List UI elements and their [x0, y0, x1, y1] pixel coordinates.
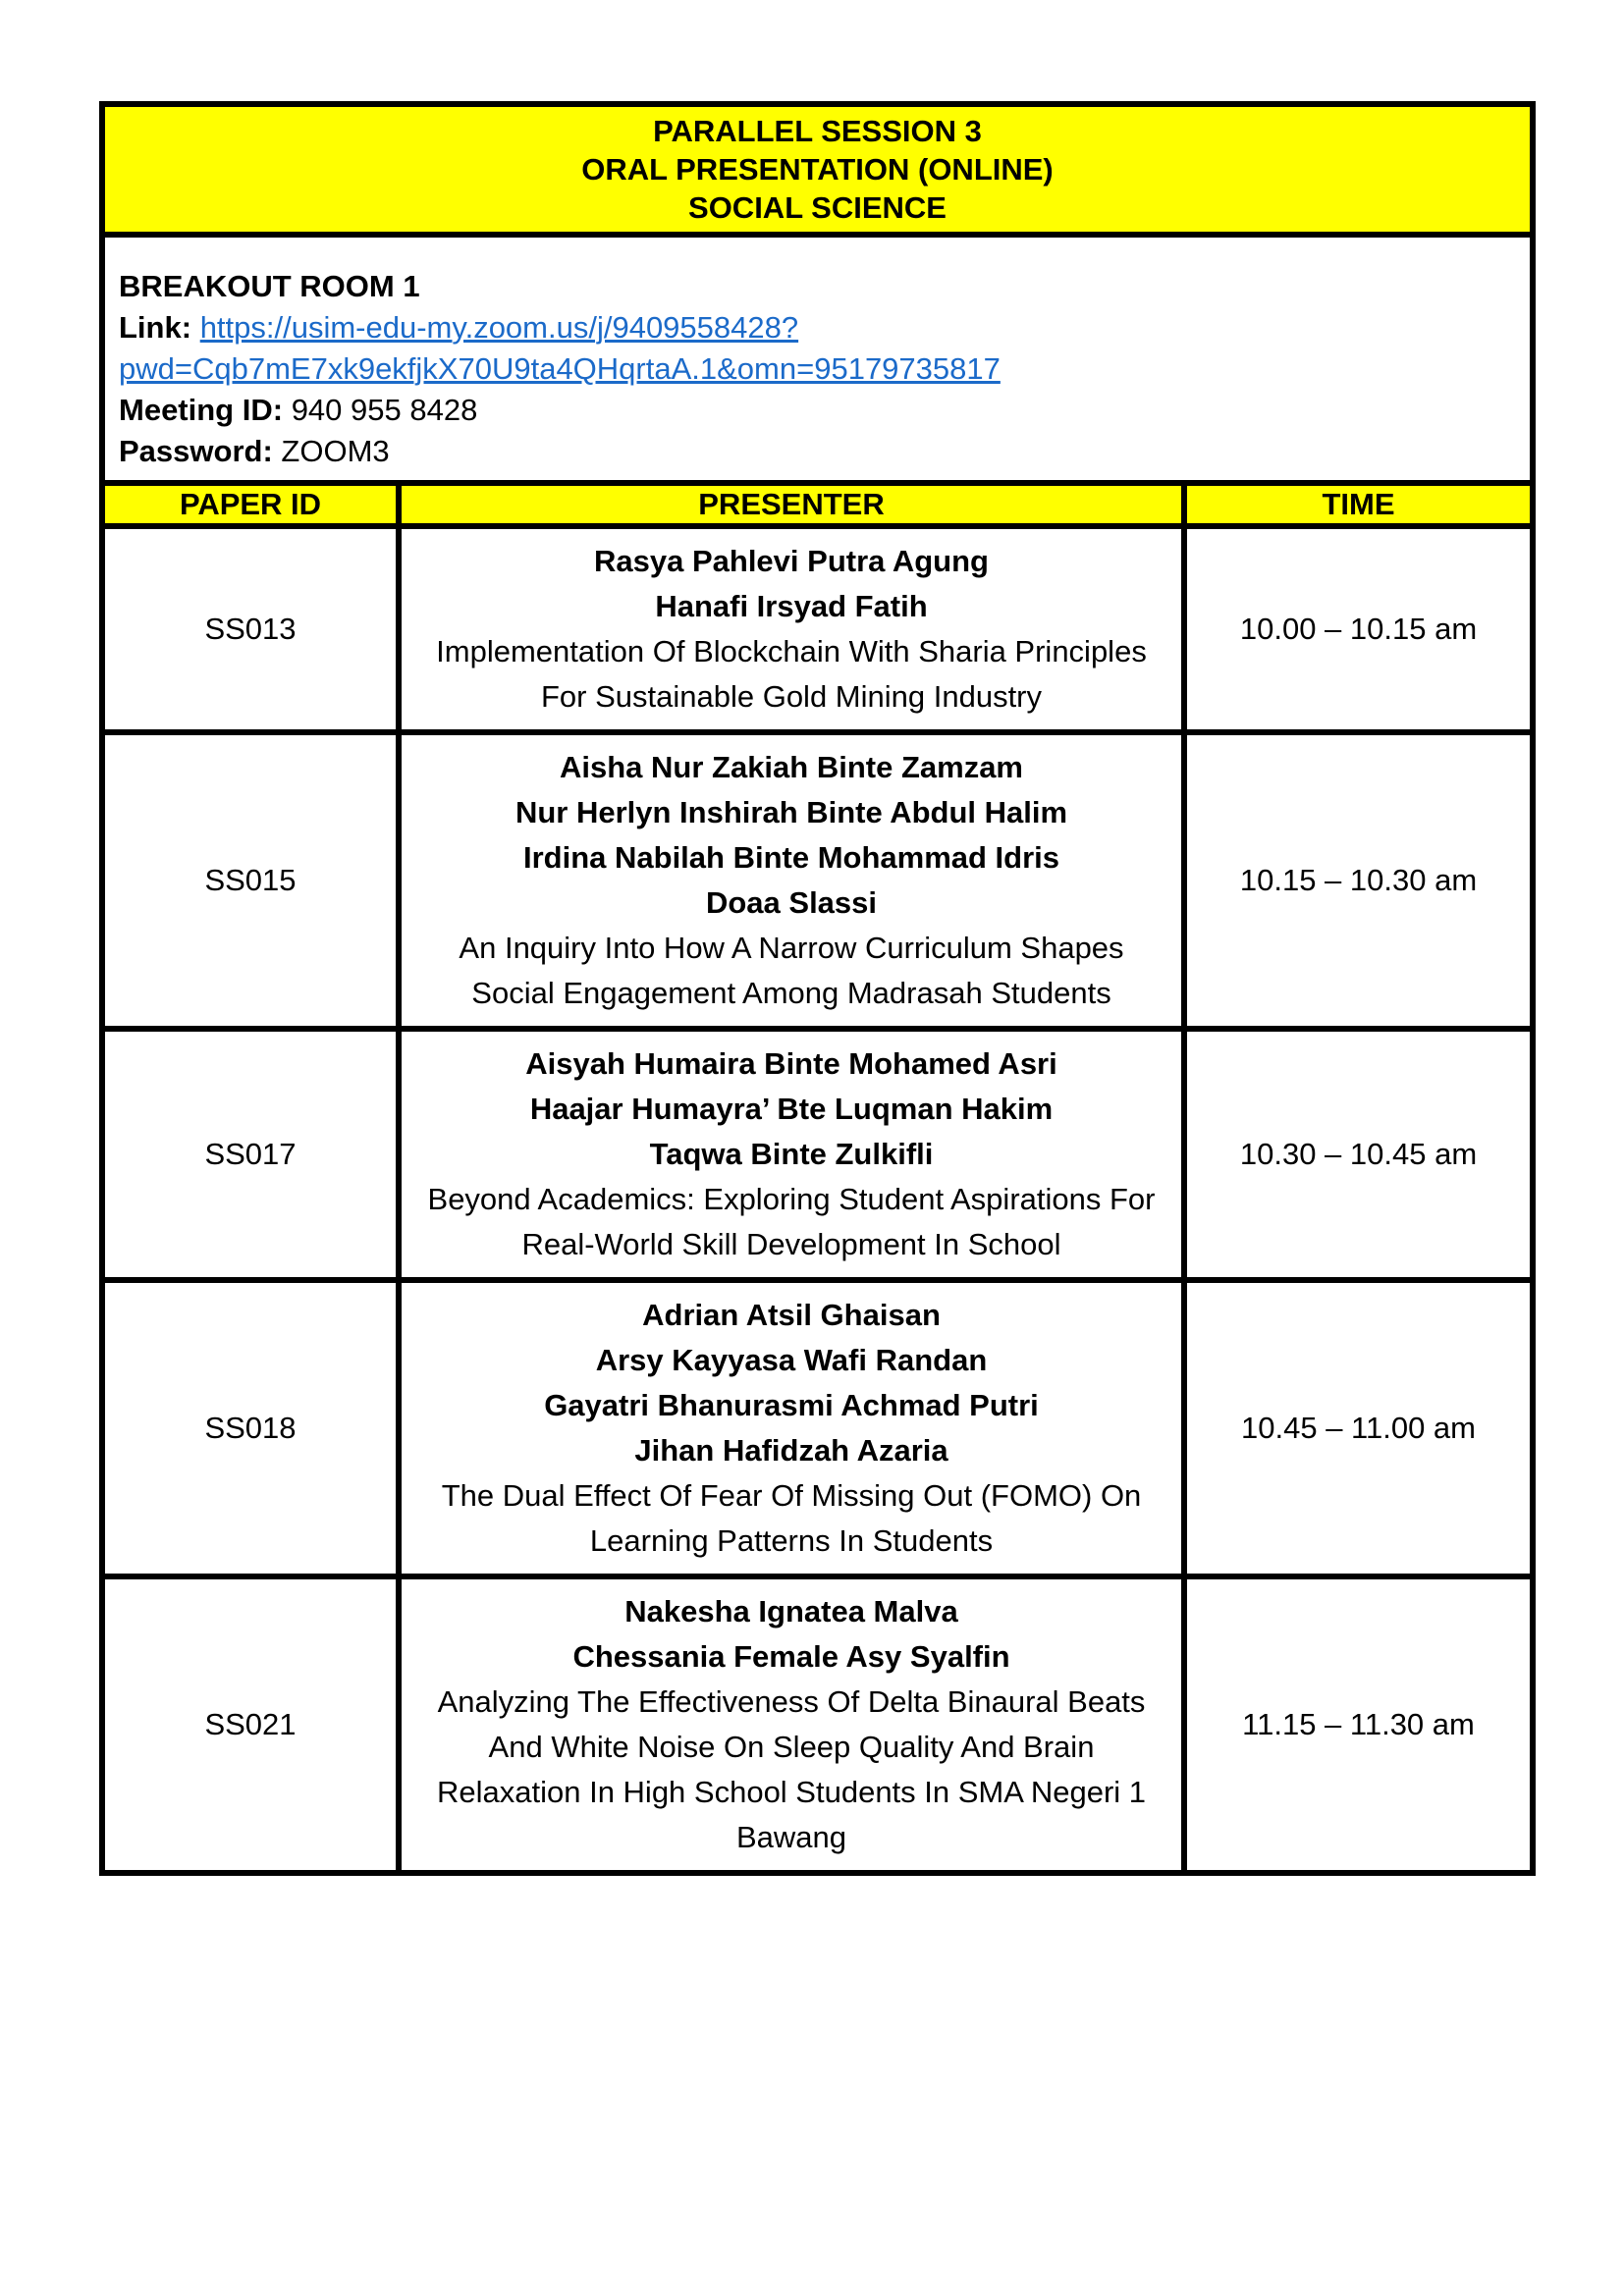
table-row [102, 1280, 1533, 1576]
password-value: ZOOM3 [281, 433, 390, 468]
table-row [102, 526, 1533, 732]
paper-id: SS013 [102, 526, 399, 732]
session-schedule-table [99, 101, 1536, 1876]
breakout-info-row [102, 235, 1533, 483]
breakout-room-title [119, 266, 1516, 307]
presenter-name: Aisyah Humaira Binte Mohamed Asri [525, 1046, 1057, 1081]
presenter-name: Nakesha Ignatea Malva [624, 1594, 958, 1629]
column-header-row [102, 483, 1533, 526]
presenter-name: Irdina Nabilah Binte Mohammad Idris [522, 840, 1060, 875]
presenter-cell [399, 1576, 1184, 1873]
paper-id: SS017 [102, 1029, 399, 1280]
presenter-cell [399, 1280, 1184, 1576]
paper-title: An Inquiry Into How A Narrow Curriculum Shapes Social Engagement Among Madrasah Students [459, 931, 1124, 1010]
paper-title: Analyzing The Effectiveness Of Delta Binaural Beats And White Noise On Sleep Quality And Brain Relaxation In High School Students In SMA Negeri 1 Bawang [436, 1684, 1147, 1854]
presenter-name: Hanafi Irsyad Fatih [655, 589, 928, 623]
presenter-cell [399, 732, 1184, 1029]
meeting-id-value: 940 955 8428 [291, 392, 478, 427]
presenter-name: Jihan Hafidzah Azaria [634, 1433, 948, 1468]
meeting-id-label: Meeting ID: [119, 392, 284, 427]
time-slot: 10.45 – 11.00 am [1184, 1280, 1533, 1576]
time-slot: 10.30 – 10.45 am [1184, 1029, 1533, 1280]
presenter-name: Taqwa Binte Zulkifli [649, 1137, 934, 1171]
presenter-name: Nur Herlyn Inshirah Binte Abdul Halim [514, 795, 1068, 829]
session-title-line: PARALLEL SESSION 3 [653, 114, 982, 148]
password-line [119, 431, 1516, 472]
table-row [102, 1576, 1533, 1873]
presenter-cell [399, 526, 1184, 732]
paper-title: Beyond Academics: Exploring Student Aspirations For Real-World Skill Development In School [427, 1182, 1156, 1261]
time-slot: 10.15 – 10.30 am [1184, 732, 1533, 1029]
presenter-name: Haajar Humayra’ Bte Luqman Hakim [529, 1092, 1054, 1126]
time-slot: 10.00 – 10.15 am [1184, 526, 1533, 732]
presenter-name: Gayatri Bhanurasmi Achmad Putri [544, 1388, 1039, 1422]
paper-id: SS015 [102, 732, 399, 1029]
column-header-presenter: PRESENTER [399, 483, 1184, 526]
presenter-name: Arsy Kayyasa Wafi Randan [595, 1343, 988, 1377]
breakout-info [102, 235, 1533, 483]
time-slot: 11.15 – 11.30 am [1184, 1576, 1533, 1873]
presenter-name: Doaa Slassi [705, 885, 878, 920]
session-banner-row [102, 104, 1533, 235]
presenter-name: Aisha Nur Zakiah Binte Zamzam [559, 750, 1023, 784]
link-label: Link: [119, 309, 192, 345]
paper-id: SS021 [102, 1576, 399, 1873]
session-title-line: SOCIAL SCIENCE [688, 190, 947, 225]
presenter-cell [399, 1029, 1184, 1280]
meeting-id-line [119, 390, 1516, 431]
session-title-line: ORAL PRESENTATION (ONLINE) [581, 152, 1054, 187]
presenter-name: Chessania Female Asy Syalfin [572, 1639, 1010, 1674]
breakout-room-label: BREAKOUT ROOM 1 [119, 268, 420, 303]
column-header-time: TIME [1184, 483, 1533, 526]
table-row [102, 732, 1533, 1029]
column-header-paper-id: PAPER ID [102, 483, 399, 526]
presenter-name: Adrian Atsil Ghaisan [642, 1298, 941, 1332]
table-row [102, 1029, 1533, 1280]
paper-title: Implementation Of Blockchain With Sharia Principles For Sustainable Gold Mining Industry [436, 634, 1147, 714]
breakout-link-line [119, 307, 1516, 390]
paper-id: SS018 [102, 1280, 399, 1576]
paper-title: The Dual Effect Of Fear Of Missing Out (FOMO) On Learning Patterns In Students [441, 1478, 1142, 1558]
presenter-name: Rasya Pahlevi Putra Agung [594, 544, 989, 578]
password-label: Password: [119, 433, 273, 468]
zoom-meeting-link[interactable]: https://usim-edu-my.zoom.us/j/9409558428?pwd=Cqb7mE7xk9ekfjkX70U9ta4QHqrtaA.1&omn=95179735817 [119, 309, 1001, 386]
session-banner [102, 104, 1533, 235]
